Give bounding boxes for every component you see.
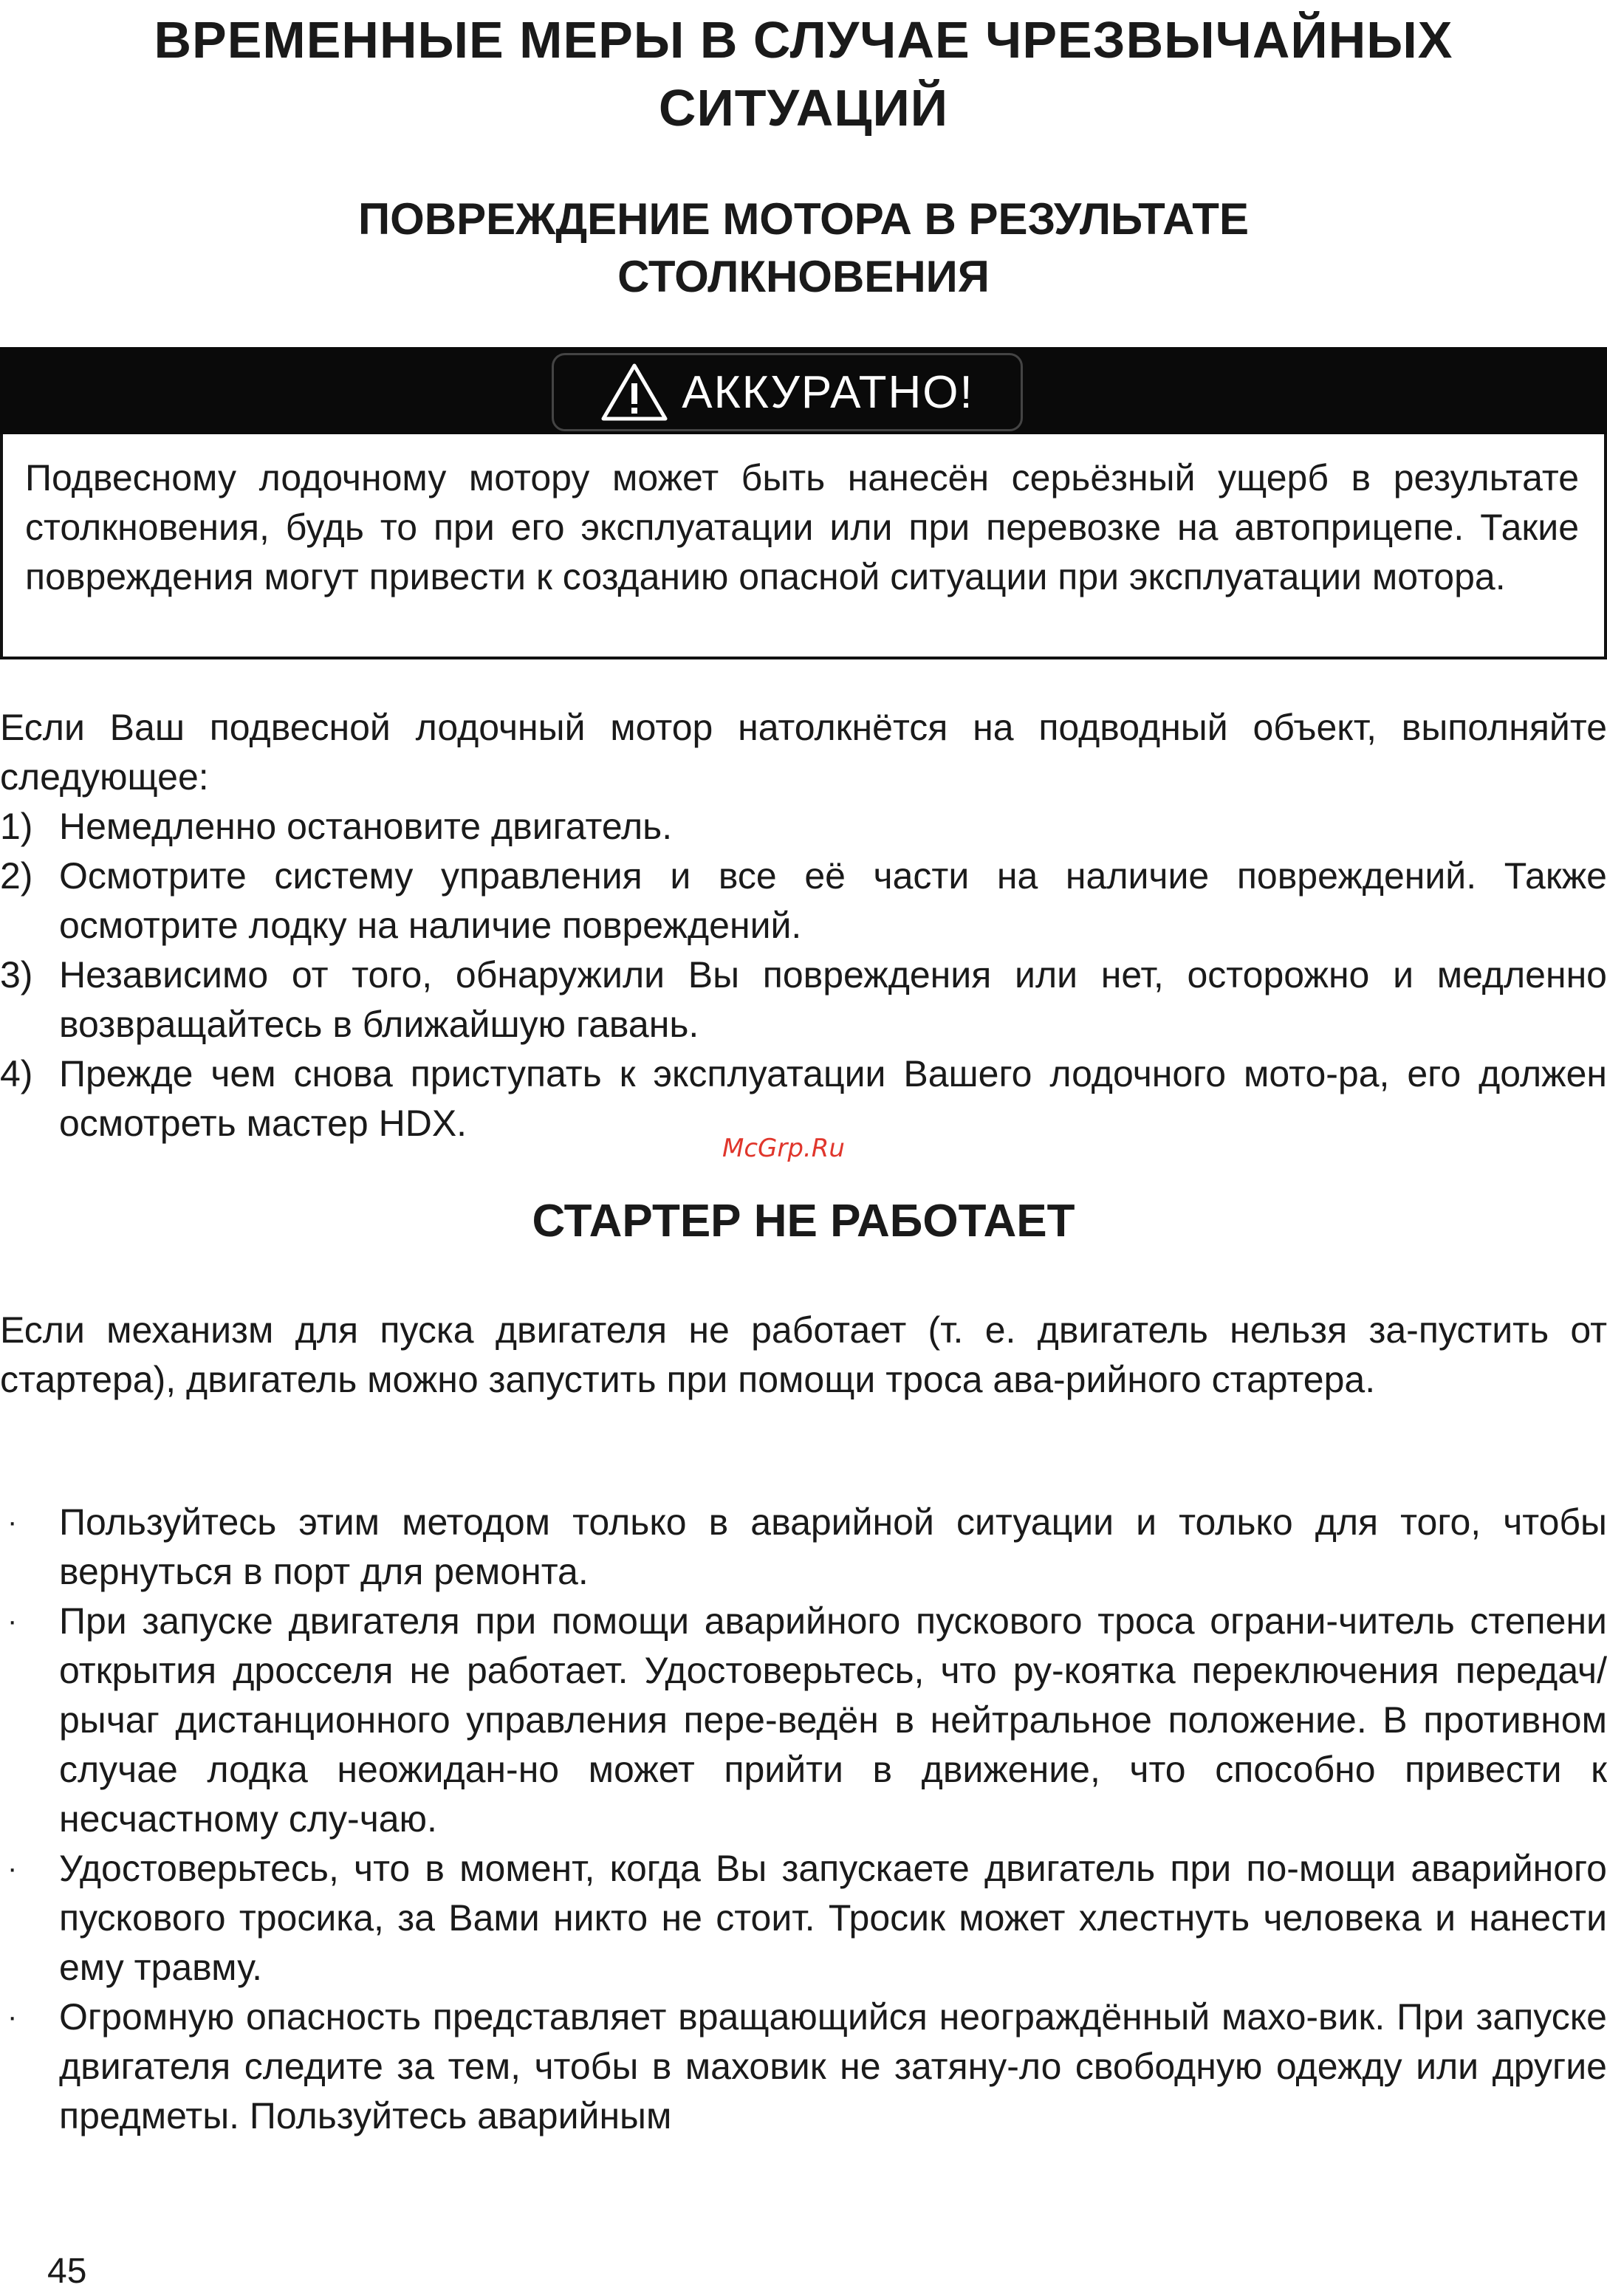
page-title [0, 6, 1607, 142]
list-item [0, 1992, 1607, 2141]
title-line-1: ВРЕМЕННЫЕ МЕРЫ В СЛУЧАЕ ЧРЕЗВЫЧАЙНЫХ [154, 11, 1453, 69]
bullet-dot: · [7, 2001, 18, 2033]
section-heading-collision [0, 191, 1607, 306]
section-heading-starter: СТАРТЕР НЕ РАБОТАЕТ [532, 1196, 1075, 1247]
warning-text: Подвесному лодочному мотору может быть нанесён серьёзный ущерб в результате столкновения, будь то при его эксплуатации или при перевозке на автоприцепе. Такие повреждения могут привести к созданию опасной ситуации при эксплуатации мотора. [25, 457, 1579, 597]
watermark: McGrp.Ru [722, 1134, 845, 1163]
bullet-text: При запуске двигателя при помощи аварийного пускового троса ограни-читель степени открытия дросселя не работает. Удостоверьтесь, что ру-коятка переключения передач/рычаг дистанционного управления пере-ведён в нейтральное положение. В противном случае лодка неожидан-но может прийти в движение, что способно привести к несчастному слу-чаю. [59, 1600, 1607, 1840]
warning-triangle-icon [600, 363, 668, 422]
step-number: 4) [0, 1053, 33, 1094]
intro-paragraph: Если Ваш подвесной лодочный мотор натолкнётся на подводный объект, выполняйте следующее: [0, 707, 1607, 798]
step-text: Независимо от того, обнаружили Вы повреждения или нет, осторожно и медленно возвращайтесь в ближайшую гавань. [59, 954, 1607, 1045]
step-text: Осмотрите систему управления и все её части на наличие повреждений. Также осмотрите лодку на наличие повреждений. [59, 855, 1607, 946]
steps-list [0, 802, 1607, 1148]
bullets-list [0, 1498, 1607, 2141]
step-text: Прежде чем снова приступать к эксплуатации Вашего лодочного мото-ра, его должен осмотреть мастер HDX. [59, 1053, 1607, 1144]
warning-label [552, 353, 1023, 431]
bullet-dot: · [7, 1506, 18, 1538]
warning-label-text: АККУРАТНО! [682, 366, 974, 418]
list-item [0, 1597, 1607, 1844]
title-line-2: СИТУАЦИЙ [658, 79, 949, 137]
starter-intro-paragraph: Если механизм для пуска двигателя не работает (т. е. двигатель нельзя за-пустить от стартера), двигатель можно запустить при помощи троса ава-рийного стартера. [0, 1309, 1607, 1400]
list-item [0, 1498, 1607, 1597]
bullet-dot: · [7, 1852, 18, 1885]
list-item [0, 851, 1607, 950]
subtitle-line-2: СТОЛКНОВЕНИЯ [617, 252, 990, 301]
list-item [0, 950, 1607, 1049]
list-item [0, 802, 1607, 851]
list-item [0, 1844, 1607, 1992]
bullet-dot: · [7, 1605, 18, 1637]
step-number: 3) [0, 954, 33, 995]
step-text: Немедленно остановите двигатель. [59, 806, 673, 847]
page-number: 45 [47, 2252, 87, 2291]
step-number: 1) [0, 806, 33, 847]
step-number: 2) [0, 855, 33, 897]
subtitle-line-1: ПОВРЕЖДЕНИЕ МОТОРА В РЕЗУЛЬТАТЕ [358, 194, 1249, 244]
bullet-text: Огромную опасность представляет вращающийся неограждённый махо-вик. При запуске двигателя следите за тем, чтобы в маховик не затяну-ло свободную одежду или другие предметы. Пользуйтесь аварийным [59, 1996, 1607, 2136]
bullet-text: Удостоверьтесь, что в момент, когда Вы запускаете двигатель при по-мощи аварийного пускового тросика, за Вами никто не стоит. Тросик может хлестнуть человека и нанести ему травму. [59, 1848, 1607, 1988]
bullet-text: Пользуйтесь этим методом только в аварийной ситуации и только для того, чтобы вернуться в порт для ремонта. [59, 1501, 1607, 1592]
